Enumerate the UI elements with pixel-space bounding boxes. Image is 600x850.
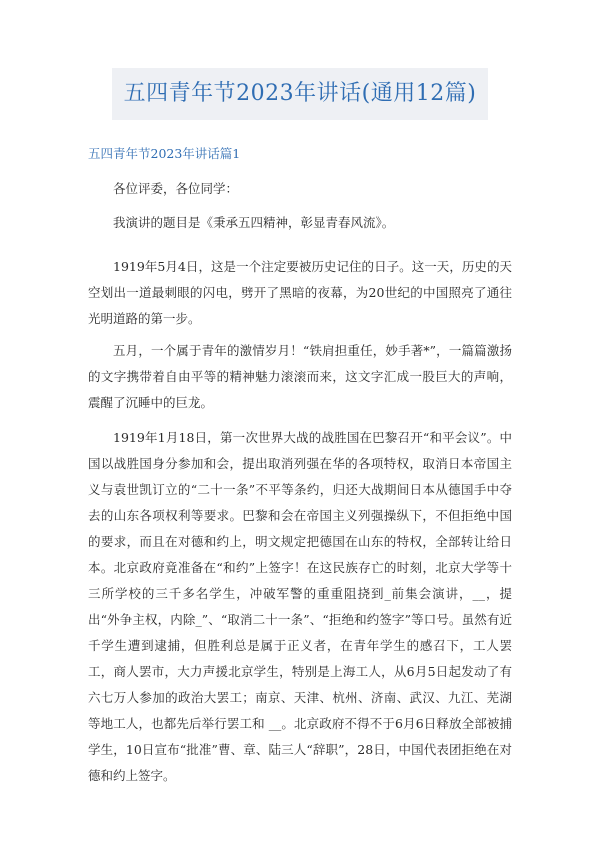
paragraph-text: 各位评委，各位同学： [113,181,239,196]
paragraph-text: 我演讲的题目是《秉承五四精神，彰显青春风流》。 [113,215,395,230]
paragraph-may [88,338,512,416]
paragraph-text: 1919年1月18日，第一次世界大战的战胜国在巴黎召开“和平会议”。中国以战胜国身分参加和会，提出取消列强在华的各项特权，取消日本帝国主义与袁世凯订立的“二十一条”不平等条约，归还大战期间日本从德国手中夺去的山东各项权利等要求。巴黎和会在帝国主义列强操纵下，不但拒绝中国的要求，而且在对德和约上，明文规定把德国在山东的特权，全部转让给日本。北京政府竟准备在“和约”上签字！在这民族存亡的时刻，北京大学等十三所学校的三千多名学生，冲破军警的重重阻挠到_前集会演讲，__，提出“外争主权，内除_”、“取消二十一条”、“拒绝和约签字”等口号。虽然有近千学生遭到逮捕，但胜利总是属于正义者，在青年学生的感召下，工人罢工，商人罢市，大力声援北京学生，特别是上海工人，从6月5日起发动了有六七万人参加的政治大罢工；南京、天津、杭州、济南、武汉、九江、芜湖等地工人，也都先后举行罢工和 __。北京政府不得不于6月6日释放全部被捕学生，10日宣布“批准”曹、章、陆三人“辞职”，28日，中国代表团拒绝在对德和约上签字。 [88,430,512,783]
paragraph-topic [88,210,512,236]
paragraph-text: 五月，一个属于青年的激情岁月！“铁肩担重任，妙手著*”，一篇篇激扬的文字携带着自由平等的精神魅力滚滚而来，这文字汇成一股巨大的声响，震醒了沉睡中的巨龙。 [88,343,512,410]
paragraph-text: 1919年5月4日，这是一个注定要被历史记住的日子。这一天，历史的天空划出一道最刺眼的闪电，劈开了黑暗的夜幕，为20世纪的中国照亮了通往光明道路的第一步。 [88,259,512,326]
paragraph-paris-conference [88,425,512,789]
paragraph-greeting [88,176,512,202]
document-title: 五四青年节2023年讲话(通用12篇) [123,81,477,106]
section-heading: 五四青年节2023年讲话篇1 [88,146,241,161]
paragraph-may-fourth [88,254,512,332]
